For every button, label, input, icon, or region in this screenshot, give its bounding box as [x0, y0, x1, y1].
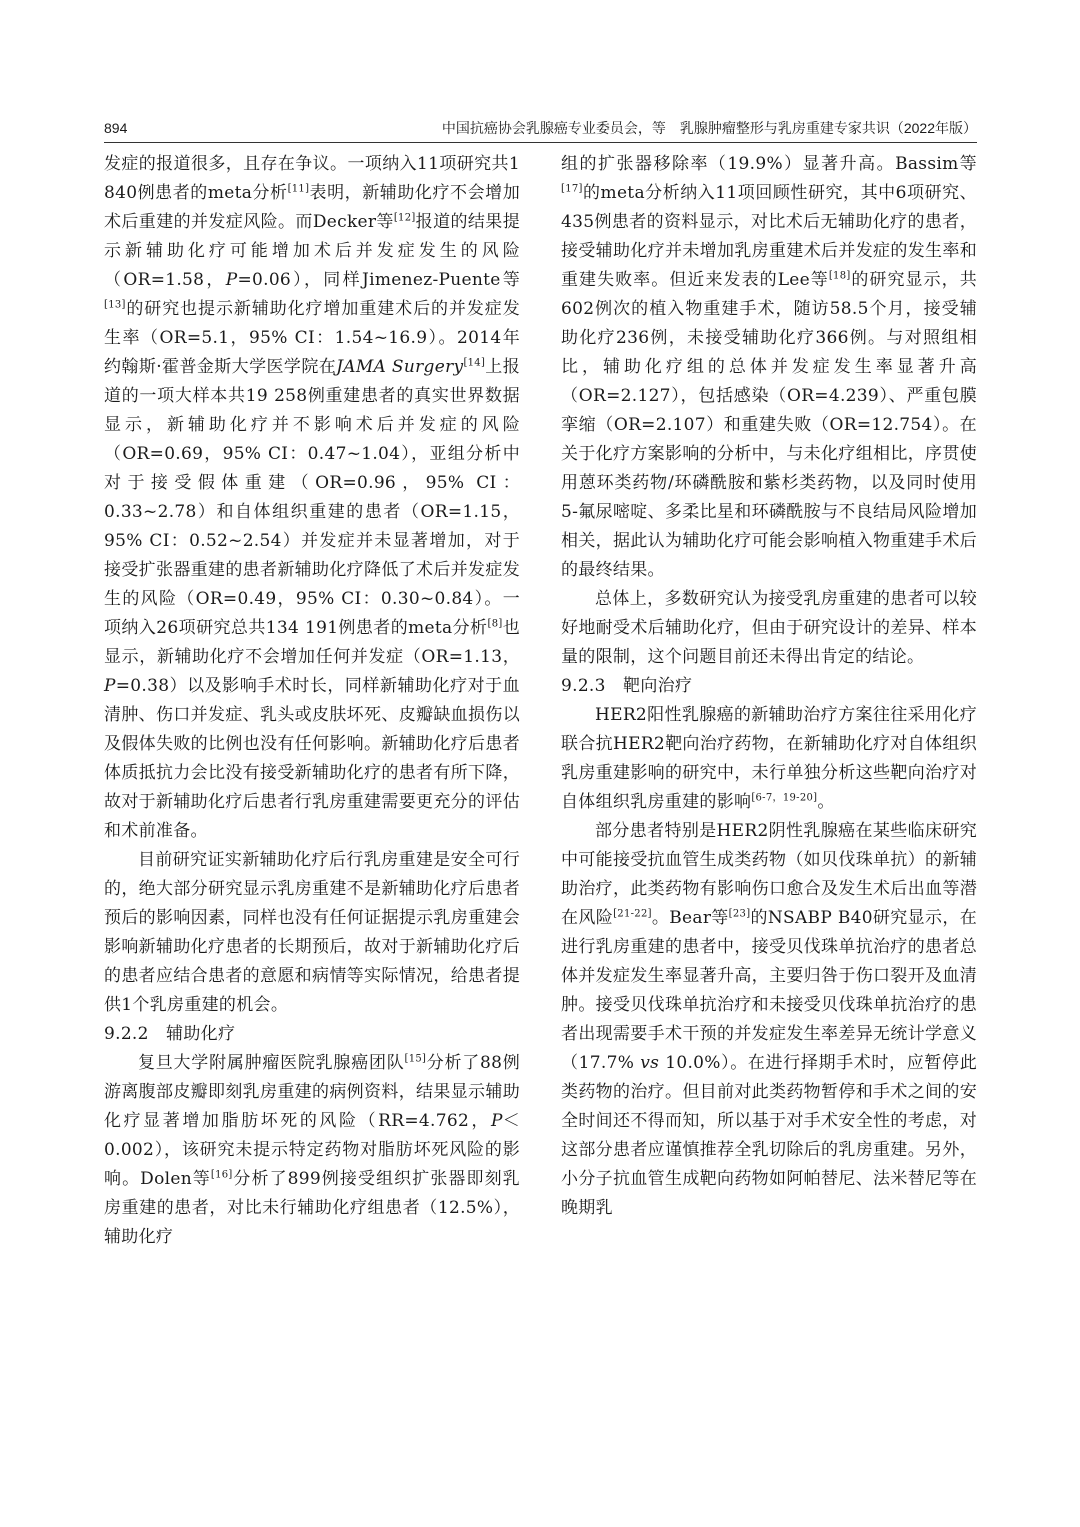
text-run: 的研究也提示新辅助化疗增加重建术后的并发症发生率（OR=5.1，95% CI：1.54~16.9）。2014年约翰斯·霍普金斯大学医学院在 — [104, 299, 520, 377]
italic-text: P — [225, 270, 238, 290]
paragraph — [561, 817, 977, 1223]
text-run: 10.0%）。在进行择期手术时，应暂停此类药物的治疗。但目前对此类药物暂停和手术之间的安全时间还不得而知，所以基于对手术安全性的考虑，对这部分患者应谨慎推荐全乳切除后的乳房重建。另外，小分子抗血管生成靶向药物如阿帕替尼、法米替尼等在晚期乳 — [561, 1053, 977, 1218]
citation-ref: [ $^{21-22}$ ] — [613, 908, 652, 919]
text-run: 发症的报道很多，且存在争议。一项纳入11项研究共1 840例患者的meta分析 — [104, 154, 520, 203]
right-column — [561, 150, 977, 1223]
citation-ref: [ $^{17}$ ] — [561, 183, 583, 194]
running-title: 中国抗癌协会乳腺癌专业委员会，等 乳腺肿瘤整形与乳房重建专家共识（2022年版） — [441, 120, 977, 136]
text-run: 。Bear等 — [651, 908, 729, 928]
italic-text: vs — [640, 1053, 660, 1073]
paragraph — [104, 150, 520, 846]
text-run: 部分患者特别是HER2阴性乳腺癌在某些临床研究中可能接受抗血管生成类药物（如贝伐珠单抗）的新辅助治疗，此类药物有影响伤口愈合及发生术后出血等潜在风险 — [561, 821, 977, 928]
text-run: 上报道的一项大样本共19 258例重建患者的真实世界数据显示，新辅助化疗并不影响术后并发症的风险（OR=0.69，95% CI：0.47~1.04），亚组分析中对于接受假体重建（OR=0.96，95% CI：0.33~2.78）和自体组织重建的患者（OR=1.15，95% CI：0.52~2.54）并发症并未显著增加，对于接受扩张器重建的患者新辅助化疗降低了术后并发症发生的风险（OR=0.49，95% CI：0.30~0.84）。一项纳入26项研究总共134 191例患者的meta分析 — [104, 357, 520, 638]
text-run: 复旦大学附属肿瘤医院乳腺癌团队 — [138, 1053, 405, 1073]
italic-text: P — [104, 676, 116, 696]
section-heading-9-2-2: 9.2.2 辅助化疗 — [104, 1024, 236, 1044]
text-run: 分析了899例接受组织扩张器即刻乳房重建的患者，对比未行辅助化疗组患者（12.5%），辅助化疗 — [104, 1169, 520, 1247]
text-run: 表明，新辅助化疗不会增加术后重建的并发症风险。而Decker等 — [104, 183, 520, 232]
citation-ref: [ $^{6-7,19-20}$ ] — [751, 792, 817, 803]
text-run: 报道的结果提示新辅助化疗可能增加术后并发症发生的风险（OR=1.58， — [104, 212, 520, 290]
text-run: 分析了88例游离腹部皮瓣即刻乳房重建的病例资料，结果显示辅助化疗显著增加脂肪坏死的风险（RR=4.762， — [104, 1053, 520, 1131]
text-run: 的meta分析纳入11项回顾性研究，其中6项研究、435例患者的资料显示，对比术后无辅助化疗的患者，接受辅助化疗并未增加乳房重建术后并发症的发生率和重建失败率。但近来发表的Lee等 — [561, 183, 977, 290]
running-header — [104, 116, 977, 143]
text-run: 的NSABP B40研究显示，在进行乳房重建的患者中，接受贝伐珠单抗治疗的患者总体并发症发生率显著升高，主要归咎于伤口裂开及血清肿。接受贝伐珠单抗治疗和未接受贝伐珠单抗治疗的患者出现需要手术干预的并发症发生率差异无统计学意义（17.7% — [561, 908, 977, 1073]
italic-text: P — [490, 1111, 503, 1131]
citation-ref: [ $^{14}$ ] — [463, 357, 485, 368]
paragraph — [104, 846, 520, 1020]
text-run: ＜0.002），该研究未提示特定药物对脂肪坏死风险的影响。Dolen等 — [104, 1111, 520, 1189]
paragraph — [104, 1049, 520, 1252]
text-run: 的研究显示，共602例次的植入物重建手术，随访58.5个月，接受辅助化疗236例，未接受辅助化疗366例。与对照组相比，辅助化疗组的总体并发症发生率显著升高（OR=2.127），包括感染（OR=4.239）、严重包膜挛缩（OR=2.107）和重建失败（OR=12.754）。在关于化疗方案影响的分析中，与未化疗组相比，序贯使用蒽环类药物/环磷酰胺和紫杉类药物，以及同时使用5-氟尿嘧啶、多柔比星和环磷酰胺与不良结局风险增加相关，据此认为辅助化疗可能会影响植入物重建手术后的最终结果。 — [561, 270, 977, 580]
citation-ref: [ $^{23}$ ] — [729, 908, 751, 919]
citation-ref: [ $^{13}$ ] — [104, 299, 126, 310]
page-number: 894 — [104, 120, 128, 136]
text-run: 也显示，新辅助化疗不会增加任何并发症（OR=1.13， — [104, 618, 520, 667]
section-heading-9-2-3: 9.2.3 靶向治疗 — [561, 676, 693, 696]
text-run: 组的扩张器移除率（19.9%）显著升高。Bassim等 — [561, 154, 977, 174]
text-run: 总体上，多数研究认为接受乳房重建的患者可以较好地耐受术后辅助化疗，但由于研究设计的差异、样本量的限制，这个问题目前还未得出肯定的结论。 — [561, 589, 977, 667]
citation-ref: [ $^{18}$ ] — [829, 270, 851, 281]
text-run: HER2阳性乳腺癌的新辅助治疗方案往往采用化疗联合抗HER2靶向治疗药物，在新辅助化疗对自体组织乳房重建影响的研究中，未行单独分析这些靶向治疗对自体组织乳房重建的影响 — [561, 705, 977, 812]
citation-ref: [ $^{12}$ ] — [394, 212, 416, 223]
paragraph — [561, 585, 977, 672]
paragraph — [561, 150, 977, 585]
italic-text: JAMA Surgery — [336, 357, 464, 377]
citation-ref: [ $^{15}$ ] — [405, 1053, 427, 1064]
text-run: 目前研究证实新辅助化疗后行乳房重建是安全可行的，绝大部分研究显示乳房重建不是新辅助化疗后患者预后的影响因素，同样也没有任何证据提示乳房重建会影响新辅助化疗患者的长期预后，故对于新辅助化疗后的患者应结合患者的意愿和病情等实际情况，给患者提供1个乳房重建的机会。 — [104, 850, 520, 1015]
paragraph — [561, 701, 977, 817]
text-run: =0.06），同样Jimenez-Puente等 — [237, 270, 520, 290]
text-run: 。 — [817, 792, 835, 812]
citation-ref: [ $^{11}$ ] — [288, 183, 310, 194]
citation-ref: [ $^8$ ] — [487, 618, 502, 629]
citation-ref: [ $^{16}$ ] — [211, 1169, 233, 1180]
left-column — [104, 150, 520, 1252]
text-run: =0.38）以及影响手术时长，同样新辅助化疗对于血清肿、伤口并发症、乳头或皮肤坏死、皮瓣缺血损伤以及假体失败的比例也没有任何影响。新辅助化疗后患者体质抵抗力会比没有接受新辅助化疗的患者有所下降，故对于新辅助化疗后患者行乳房重建需要更充分的评估和术前准备。 — [104, 676, 520, 841]
